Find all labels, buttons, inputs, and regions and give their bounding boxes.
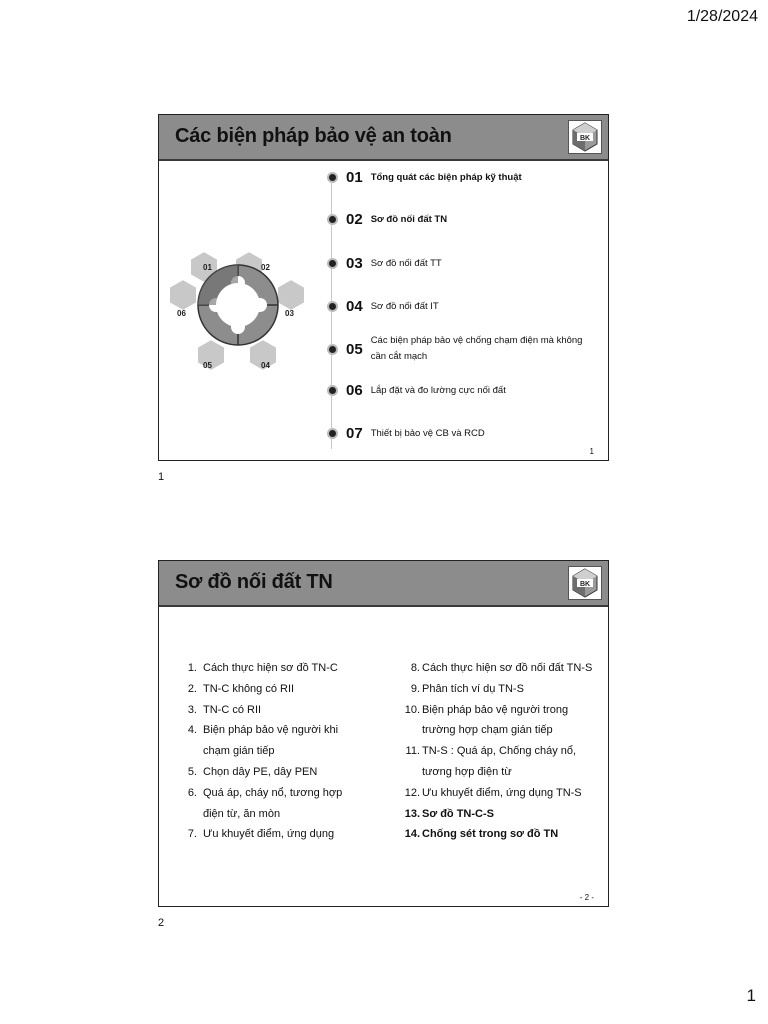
list-item: 1. Cách thực hiện sơ đồ TN-C [187,662,338,674]
hex-label-03: 03 [285,309,294,318]
hex-label-06: 06 [177,309,186,318]
page-number: 1 [746,986,756,1005]
bullet-dot-icon [327,301,338,312]
list-item: 7. Ưu khuyết điểm, ứng dụng [187,828,335,841]
hex-06 [169,279,197,311]
university-logo [568,120,602,154]
list-item: 14. Chống sét trong sơ đồ TN [404,828,559,841]
slide-corner-number: - 2 - [579,893,594,902]
toc-item [327,298,439,315]
svg-text:BK: BK [579,581,591,588]
hex-03 [277,279,305,311]
list-item: 13. Sơ đồ TN-C-S [404,807,494,820]
toc-number: 04 [346,298,363,315]
slide-header [159,561,608,607]
toc-text: Sơ đồ nối đất IT [370,300,439,312]
list-item: 5. Chọn dây PE, dây PEN [187,765,318,778]
list-item: 4. Biện pháp bảo vệ người khi [187,724,339,737]
list-item-continuation: điện từ, ăn mòn [203,807,281,820]
list-item: 8. Cách thực hiện sơ đồ nối đất TN-S [410,662,593,674]
toc-text: Thiết bị bảo vệ CB và RCD [370,427,485,439]
toc-item [327,382,506,399]
toc-text: Tổng quát các biện pháp kỹ thuật [370,171,522,183]
list-item: 11. TN-S : Quá áp, Chống cháy nổ, [405,745,577,758]
slide-label: 1 [158,471,165,483]
bullet-dot-icon [327,172,338,183]
toc-item [327,255,442,272]
slide-2 [158,560,609,907]
list-item-continuation: tương hợp điện từ [422,765,512,778]
slide-title: Sơ đồ nối đất TN [175,571,333,593]
list-item: 3. TN-C có RII [187,703,262,716]
toc-text: Các biện pháp bảo vệ chống chạm điện mà không [370,335,583,346]
bullet-dot-icon [327,344,338,355]
topic-list-right [400,658,605,845]
hex-label-02: 02 [261,263,270,272]
hex-label-04: 04 [261,361,270,370]
list-item: 10. Biện pháp bảo vệ người trong [404,703,569,716]
toc-item [327,169,522,186]
list-item-continuation: chạm gián tiếp [203,745,275,758]
slide-label: 2 [158,917,165,929]
slide-header [159,115,608,161]
slide-1 [158,114,609,461]
toc-number: 01 [346,169,363,186]
print-date: 1/28/2024 [686,8,758,25]
toc-number: 05 [346,340,363,358]
bullet-dot-icon [327,258,338,269]
list-item: 9. Phân tích ví dụ TN-S [410,682,524,695]
hex-label-01: 01 [203,263,212,272]
hex-label-05: 05 [203,361,212,370]
toc-text-line2: cần cắt mạch [370,351,428,362]
toc-text: Sơ đồ nối đất TT [370,257,442,269]
list-item-continuation: trường hợp chạm gián tiếp [422,724,553,737]
bullet-dot-icon [327,428,338,439]
toc-item [327,425,485,442]
bullet-dot-icon [327,214,338,225]
topic-list-left [177,658,377,845]
toc-number: 07 [346,425,363,442]
toc-number: 06 [346,382,363,399]
bullet-dot-icon [327,385,338,396]
toc-number: 02 [346,211,363,228]
slide-corner-number: 1 [589,447,594,456]
toc-text: Lắp đặt và đo lường cực nối đất [370,384,506,396]
toc-text: Sơ đồ nối đất TN [370,213,448,225]
hexagon-diagram [163,245,313,387]
toc-item [327,333,582,365]
svg-text:BK: BK [579,135,591,142]
toc-number: 03 [346,255,363,272]
list-item: 6. Quá áp, cháy nổ, tương hợp [187,786,343,799]
toc-item [327,211,447,228]
list-item: 2. TN-C không có RII [187,682,295,695]
list-item: 12. Ưu khuyết điểm, ứng dụng TN-S [404,786,582,799]
slide-title: Các biện pháp bảo vệ an toàn [175,125,452,147]
university-logo [568,566,602,600]
